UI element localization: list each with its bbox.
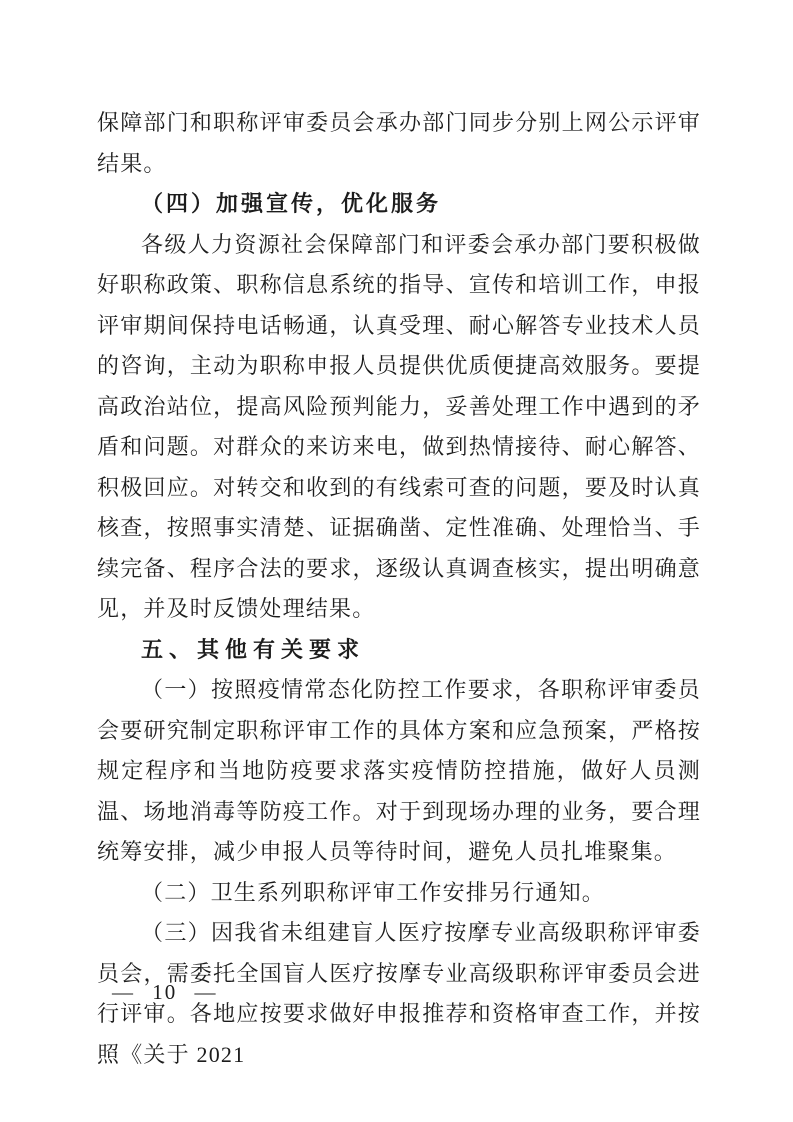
paragraph-publicity-service: 各级人力资源社会保障部门和评委会承办部门要积极做好职称政策、职称信息系统的指导、宣传和培训工作，申报评审期间保持电话畅通，认真受理、耐心解答专业技术人员的咨询，主动为职称申报人员提供优质便捷高效服务。要提高政治站位，提高风险预判能力，妥善处理工作中遇到的矛盾和问题。对群众的来访来电，做到热情接待、耐心解答、积极回应。对转交和收到的有线索可查的问题，要及时认真核查，按照事实清楚、证据确凿、定性准确、处理恰当、手续完备、程序合法的要求，逐级认真调查核实，提出明确意见，并及时反馈处理结果。: [97, 231, 701, 621]
section-heading-five: 五、其他有关要求: [141, 636, 366, 662]
document-body: [97, 103, 701, 1075]
paragraph-blind-massage-committee: （三）因我省未组建盲人医疗按摩专业高级职称评审委员会，需委托全国盲人医疗按摩专业高级职称评审委员会进行评审。各地应按要求做好申报推荐和资格审查工作，并按照《关于 2021: [97, 920, 701, 1067]
paragraph-health-series-notice: （二）卫生系列职称评审工作安排另行通知。: [141, 879, 606, 905]
paragraph-continuation: 保障部门和职称评审委员会承办部门同步分别上网公示评审结果。: [97, 110, 701, 176]
paragraph-epidemic-control: （一）按照疫情常态化防控工作要求，各职称评审委员会要研究制定职称评审工作的具体方案和应急预案，严格按规定程序和当地防疫要求落实疫情防控措施，做好人员测温、场地消毒等防疫工作。对于到现场办理的业务，要合理统筹安排，减少申报人员等待时间，避免人员扎堆聚集。: [97, 677, 701, 864]
section-heading-four: （四）加强宣传，优化服务: [141, 191, 442, 216]
page-number: — 10 —: [112, 980, 218, 1004]
